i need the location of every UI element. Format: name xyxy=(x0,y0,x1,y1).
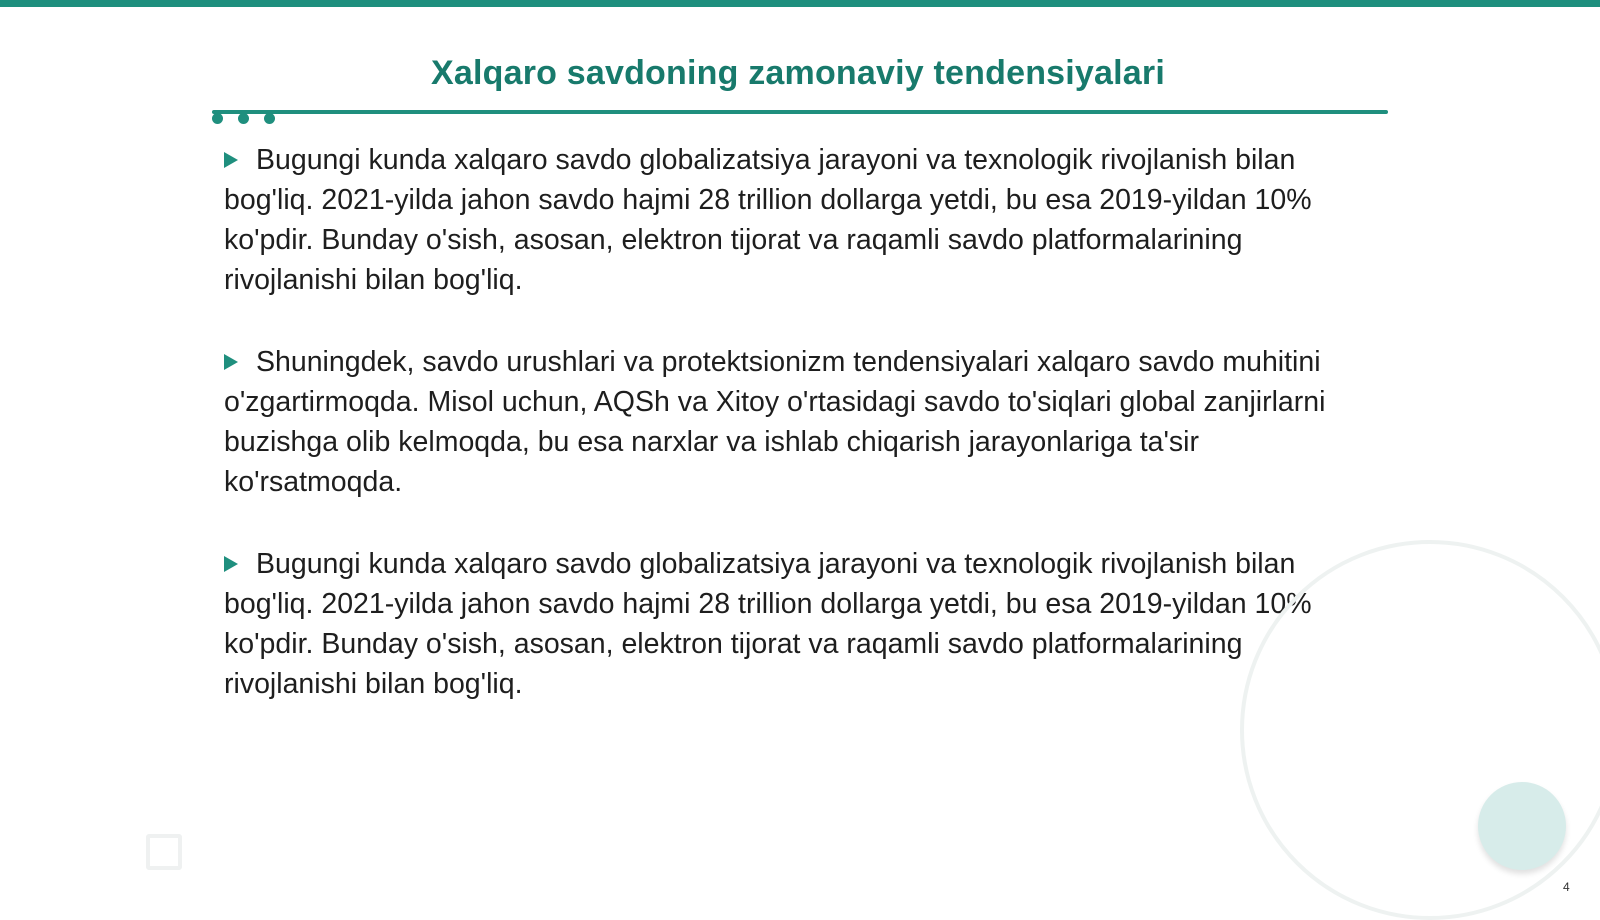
paragraph-text: Bugungi kunda xalqaro savdo globalizatsiya jarayoni va texnologik rivojlanish bilan bog'liq. 2021-yilda jahon savdo hajmi 28 trillion dollarga yetdi, bu esa 2019-yildan 10% ko'pdir. Bunday o'sish, asosan, elektron tijorat va raqamli savdo platformalarining rivojlanishi bilan bog'liq. xyxy=(224,548,1312,700)
decorative-square xyxy=(146,834,182,870)
bullet-paragraph-1 xyxy=(224,140,1374,300)
decor-dot xyxy=(264,113,275,124)
slide-body xyxy=(224,140,1374,746)
decor-dot xyxy=(212,113,223,124)
decorative-ring xyxy=(1240,540,1600,920)
slide-title: Xalqaro savdoning zamonaviy tendensiyalari xyxy=(431,54,1165,92)
decorative-circle xyxy=(1478,782,1566,870)
triangle-right-icon xyxy=(224,556,238,572)
title-dots-decoration xyxy=(212,113,275,125)
paragraph-text: Bugungi kunda xalqaro savdo globalizatsiya jarayoni va texnologik rivojlanish bilan bog'liq. 2021-yilda jahon savdo hajmi 28 trillion dollarga yetdi, bu esa 2019-yildan 10% ko'pdir. Bunday o'sish, asosan, elektron tijorat va raqamli savdo platformalarining rivojlanishi bilan bog'liq. xyxy=(224,144,1312,296)
top-accent-band xyxy=(0,0,1600,7)
paragraph-text: Shuningdek, savdo urushlari va protektsionizm tendensiyalari xalqaro savdo muhitini o'zgartirmoqda. Misol uchun, AQSh va Xitoy o'rtasidagi savdo to'siqlari global zanjirlarni buzishga olib kelmoqda, bu esa narxlar va ishlab chiqarish jarayonlariga ta'sir ko'rsatmoqda. xyxy=(224,346,1326,498)
page-number: 4 xyxy=(1563,880,1570,894)
bullet-paragraph-3 xyxy=(224,544,1374,704)
bullet-paragraph-2 xyxy=(224,342,1374,502)
triangle-right-icon xyxy=(224,152,238,168)
decor-dot xyxy=(238,113,249,124)
title-underline xyxy=(212,110,1388,114)
triangle-right-icon xyxy=(224,354,238,370)
